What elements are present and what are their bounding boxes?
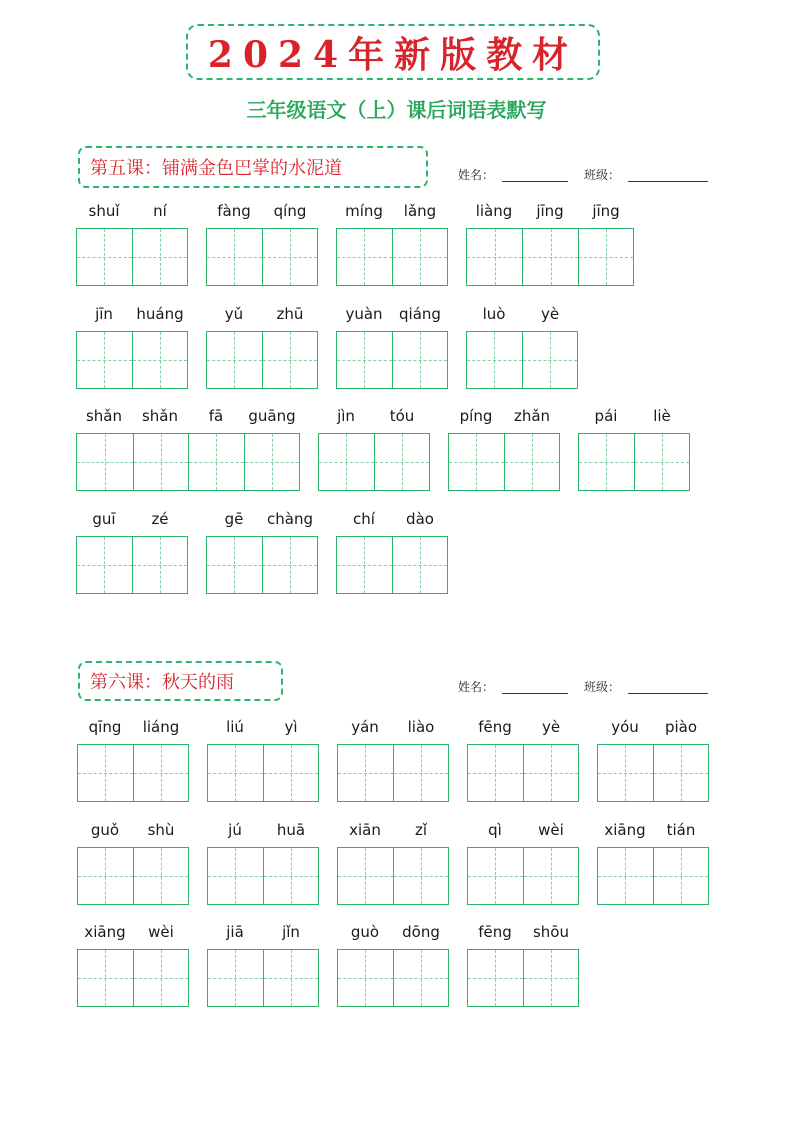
pinyin-syllable: xiān <box>349 821 381 839</box>
word-group <box>448 405 560 491</box>
pinyin-row <box>207 716 319 738</box>
writing-grid <box>206 536 318 594</box>
pinyin-syllable: jìn <box>337 407 355 425</box>
pinyin-syllable: huáng <box>136 305 184 323</box>
writing-cell[interactable] <box>374 434 429 490</box>
pinyin-syllable: guāng <box>248 407 296 425</box>
pinyin-row <box>206 303 318 325</box>
pinyin-syllable: luò <box>482 305 506 323</box>
class-blank[interactable] <box>628 181 708 182</box>
writing-grid <box>318 433 430 491</box>
writing-cell[interactable] <box>133 950 188 1006</box>
word-group <box>206 508 318 594</box>
writing-cell[interactable] <box>338 950 393 1006</box>
pinyin-syllable: jú <box>228 821 242 839</box>
pinyin-syllable: guī <box>92 510 116 528</box>
pinyin-syllable: dōng <box>402 923 440 941</box>
word-group <box>77 921 189 1007</box>
writing-cell[interactable] <box>244 434 300 490</box>
writing-cell[interactable] <box>338 848 393 904</box>
class-label: 班级： <box>584 168 621 182</box>
pinyin-syllable: lǎng <box>403 202 437 220</box>
writing-grid <box>578 433 690 491</box>
pinyin-syllable: chàng <box>267 510 313 528</box>
pinyin-syllable: shōu <box>532 923 569 941</box>
writing-cell[interactable] <box>504 434 559 490</box>
word-group <box>578 405 690 491</box>
pinyin-syllable: jǐn <box>282 923 300 941</box>
pinyin-syllable: zhǎn <box>513 407 551 425</box>
writing-cell[interactable] <box>207 229 262 285</box>
word-group <box>76 303 188 389</box>
pinyin-row <box>578 405 690 427</box>
pinyin-syllable: liàng <box>475 202 513 220</box>
pinyin-syllable: guò <box>350 923 380 941</box>
writing-cell[interactable] <box>208 745 263 801</box>
writing-cell[interactable] <box>393 745 448 801</box>
pinyin-syllable: shǎn <box>141 407 179 425</box>
pinyin-syllable: liào <box>407 718 435 736</box>
word-group <box>466 303 578 389</box>
writing-cell[interactable] <box>132 332 187 388</box>
name-blank[interactable] <box>502 693 568 694</box>
word-group <box>76 508 188 594</box>
pinyin-syllable: yán <box>351 718 379 736</box>
writing-grid <box>207 847 319 905</box>
pinyin-row <box>318 405 430 427</box>
writing-cell[interactable] <box>598 745 653 801</box>
pinyin-syllable: qì <box>488 821 502 839</box>
pinyin-syllable: jiā <box>226 923 244 941</box>
word-group <box>206 200 318 286</box>
writing-cell[interactable] <box>468 950 523 1006</box>
pinyin-syllable: pái <box>594 407 618 425</box>
pinyin-syllable: fā <box>208 407 224 425</box>
writing-cell[interactable] <box>77 332 132 388</box>
writing-grid <box>467 847 579 905</box>
writing-cell[interactable] <box>578 229 633 285</box>
pinyin-syllable: guǒ <box>90 821 120 839</box>
writing-cell[interactable] <box>263 848 318 904</box>
writing-cell[interactable] <box>262 537 317 593</box>
pinyin-syllable: qīng <box>88 718 122 736</box>
word-group <box>206 303 318 389</box>
name-blank[interactable] <box>502 181 568 182</box>
word-group <box>597 819 709 905</box>
pinyin-syllable: xiāng <box>84 923 126 941</box>
pinyin-syllable: zǐ <box>414 821 428 839</box>
pinyin-syllable: tián <box>666 821 696 839</box>
writing-cell[interactable] <box>653 848 708 904</box>
writing-cell[interactable] <box>262 332 317 388</box>
pinyin-syllable: fàng <box>217 202 251 220</box>
pinyin-syllable: yì <box>284 718 298 736</box>
writing-cell[interactable] <box>78 950 133 1006</box>
writing-grid <box>336 228 448 286</box>
word-group <box>337 819 449 905</box>
pinyin-row <box>448 405 560 427</box>
writing-cell[interactable] <box>337 537 392 593</box>
writing-grid <box>76 536 188 594</box>
pinyin-syllable: yóu <box>611 718 639 736</box>
writing-cell[interactable] <box>467 229 522 285</box>
title-banner <box>186 24 600 80</box>
writing-cell[interactable] <box>393 950 448 1006</box>
pinyin-syllable: xiāng <box>604 821 646 839</box>
word-group <box>77 819 189 905</box>
writing-cell[interactable] <box>523 950 578 1006</box>
pinyin-row <box>466 303 578 325</box>
pinyin-syllable: fēng <box>478 923 512 941</box>
writing-cell[interactable] <box>523 745 578 801</box>
writing-grid <box>206 331 318 389</box>
writing-cell[interactable] <box>78 745 133 801</box>
page-subtitle: 三年级语文（上）课后词语表默写 <box>246 98 547 122</box>
pinyin-syllable: liú <box>226 718 244 736</box>
writing-cell[interactable] <box>392 229 447 285</box>
word-group <box>336 303 448 389</box>
pinyin-row <box>466 200 634 222</box>
word-group <box>467 819 579 905</box>
pinyin-syllable: tóu <box>389 407 415 425</box>
pinyin-syllable: chí <box>353 510 375 528</box>
word-group <box>77 716 189 802</box>
pinyin-syllable: qíng <box>273 202 307 220</box>
writing-cell[interactable] <box>77 229 132 285</box>
writing-cell[interactable] <box>78 848 133 904</box>
writing-cell[interactable] <box>468 848 523 904</box>
writing-cell[interactable] <box>208 848 263 904</box>
pinyin-row <box>336 200 448 222</box>
pinyin-syllable: dào <box>406 510 434 528</box>
writing-grid <box>337 744 449 802</box>
pinyin-syllable: míng <box>345 202 383 220</box>
word-group <box>336 508 448 594</box>
pinyin-row <box>597 716 709 738</box>
writing-cell[interactable] <box>338 745 393 801</box>
writing-grid <box>466 331 578 389</box>
writing-cell[interactable] <box>133 745 188 801</box>
writing-cell[interactable] <box>653 745 708 801</box>
pinyin-syllable: wèi <box>148 923 174 941</box>
writing-cell[interactable] <box>634 434 689 490</box>
page-title: 2024年新版教材 <box>207 33 579 76</box>
writing-grid <box>77 847 189 905</box>
pinyin-row <box>337 716 449 738</box>
writing-cell[interactable] <box>468 745 523 801</box>
writing-cell[interactable] <box>263 950 318 1006</box>
lesson-title: 第五课：铺满金色巴掌的水泥道 <box>90 158 342 179</box>
pinyin-syllable: qiáng <box>399 305 441 323</box>
pinyin-row <box>206 508 318 530</box>
word-group <box>336 200 448 286</box>
pinyin-row <box>337 921 449 943</box>
lesson-5-header <box>78 146 428 188</box>
writing-cell[interactable] <box>133 848 188 904</box>
writing-cell[interactable] <box>579 434 634 490</box>
pinyin-row <box>77 819 189 841</box>
writing-cell[interactable] <box>262 229 317 285</box>
pinyin-syllable: shǎn <box>85 407 123 425</box>
writing-grid <box>77 949 189 1007</box>
pinyin-row <box>76 303 188 325</box>
word-group <box>318 405 430 491</box>
pinyin-syllable: shù <box>147 821 175 839</box>
writing-cell[interactable] <box>207 537 262 593</box>
writing-cell[interactable] <box>77 434 133 490</box>
writing-grid <box>76 228 188 286</box>
writing-cell[interactable] <box>392 537 447 593</box>
pinyin-row <box>207 921 319 943</box>
pinyin-syllable: jīng <box>536 202 564 220</box>
writing-cell[interactable] <box>133 434 189 490</box>
writing-grid <box>467 744 579 802</box>
word-group <box>207 716 319 802</box>
writing-cell[interactable] <box>523 848 578 904</box>
pinyin-syllable: yuàn <box>345 305 383 323</box>
writing-grid <box>206 228 318 286</box>
writing-grid <box>448 433 560 491</box>
class-label: 班级： <box>584 680 621 694</box>
word-group <box>467 921 579 1007</box>
writing-grid <box>207 744 319 802</box>
writing-cell[interactable] <box>208 950 263 1006</box>
writing-grid <box>336 536 448 594</box>
pinyin-row <box>76 508 188 530</box>
pinyin-row <box>206 200 318 222</box>
writing-cell[interactable] <box>319 434 374 490</box>
word-group <box>337 716 449 802</box>
pinyin-syllable: wèi <box>538 821 564 839</box>
writing-cell[interactable] <box>132 229 187 285</box>
writing-cell[interactable] <box>467 332 522 388</box>
class-blank[interactable] <box>628 693 708 694</box>
pinyin-row <box>467 921 579 943</box>
pinyin-syllable: liè <box>653 407 671 425</box>
writing-cell[interactable] <box>449 434 504 490</box>
pinyin-row <box>77 716 189 738</box>
pinyin-row <box>597 819 709 841</box>
pinyin-row <box>467 819 579 841</box>
word-group <box>207 921 319 1007</box>
pinyin-syllable: yǔ <box>224 305 244 323</box>
writing-grid <box>336 331 448 389</box>
pinyin-syllable: jīng <box>592 202 620 220</box>
pinyin-syllable: shuǐ <box>88 202 120 220</box>
writing-cell[interactable] <box>207 332 262 388</box>
pinyin-row <box>76 200 188 222</box>
writing-grid <box>77 744 189 802</box>
writing-cell[interactable] <box>337 229 392 285</box>
name-label: 姓名： <box>458 680 495 694</box>
word-group <box>466 200 634 286</box>
pinyin-syllable: píng <box>459 407 493 425</box>
word-group <box>76 405 300 491</box>
writing-grid <box>207 949 319 1007</box>
pinyin-row <box>336 508 448 530</box>
writing-grid <box>76 433 300 491</box>
word-group <box>337 921 449 1007</box>
writing-grid <box>337 847 449 905</box>
writing-grid <box>597 744 709 802</box>
writing-cell[interactable] <box>598 848 653 904</box>
pinyin-row <box>467 716 579 738</box>
pinyin-syllable: yè <box>540 305 560 323</box>
pinyin-syllable: huā <box>276 821 306 839</box>
word-group <box>467 716 579 802</box>
pinyin-row <box>337 819 449 841</box>
writing-cell[interactable] <box>392 332 447 388</box>
pinyin-row <box>77 921 189 943</box>
pinyin-syllable: ní <box>153 202 167 220</box>
pinyin-syllable: liáng <box>142 718 180 736</box>
writing-cell[interactable] <box>522 332 577 388</box>
word-group <box>207 819 319 905</box>
pinyin-syllable: fēng <box>478 718 512 736</box>
word-group <box>76 200 188 286</box>
pinyin-row <box>336 303 448 325</box>
lesson-6-header <box>78 661 283 701</box>
writing-grid <box>597 847 709 905</box>
lesson-title: 第六课：秋天的雨 <box>90 672 234 693</box>
writing-cell[interactable] <box>132 537 187 593</box>
writing-grid <box>467 949 579 1007</box>
word-group <box>597 716 709 802</box>
pinyin-row <box>76 405 300 427</box>
writing-cell[interactable] <box>393 848 448 904</box>
writing-grid <box>337 949 449 1007</box>
pinyin-syllable: yè <box>541 718 561 736</box>
pinyin-syllable: gē <box>224 510 244 528</box>
pinyin-syllable: jīn <box>95 305 113 323</box>
pinyin-row <box>207 819 319 841</box>
writing-cell[interactable] <box>77 537 132 593</box>
pinyin-syllable: zhū <box>276 305 304 323</box>
writing-grid <box>76 331 188 389</box>
pinyin-syllable: zé <box>151 510 169 528</box>
writing-cell[interactable] <box>522 229 577 285</box>
writing-cell[interactable] <box>188 434 244 490</box>
pinyin-syllable: piào <box>664 718 698 736</box>
writing-cell[interactable] <box>337 332 392 388</box>
writing-cell[interactable] <box>263 745 318 801</box>
writing-grid <box>466 228 634 286</box>
name-label: 姓名： <box>458 168 495 182</box>
